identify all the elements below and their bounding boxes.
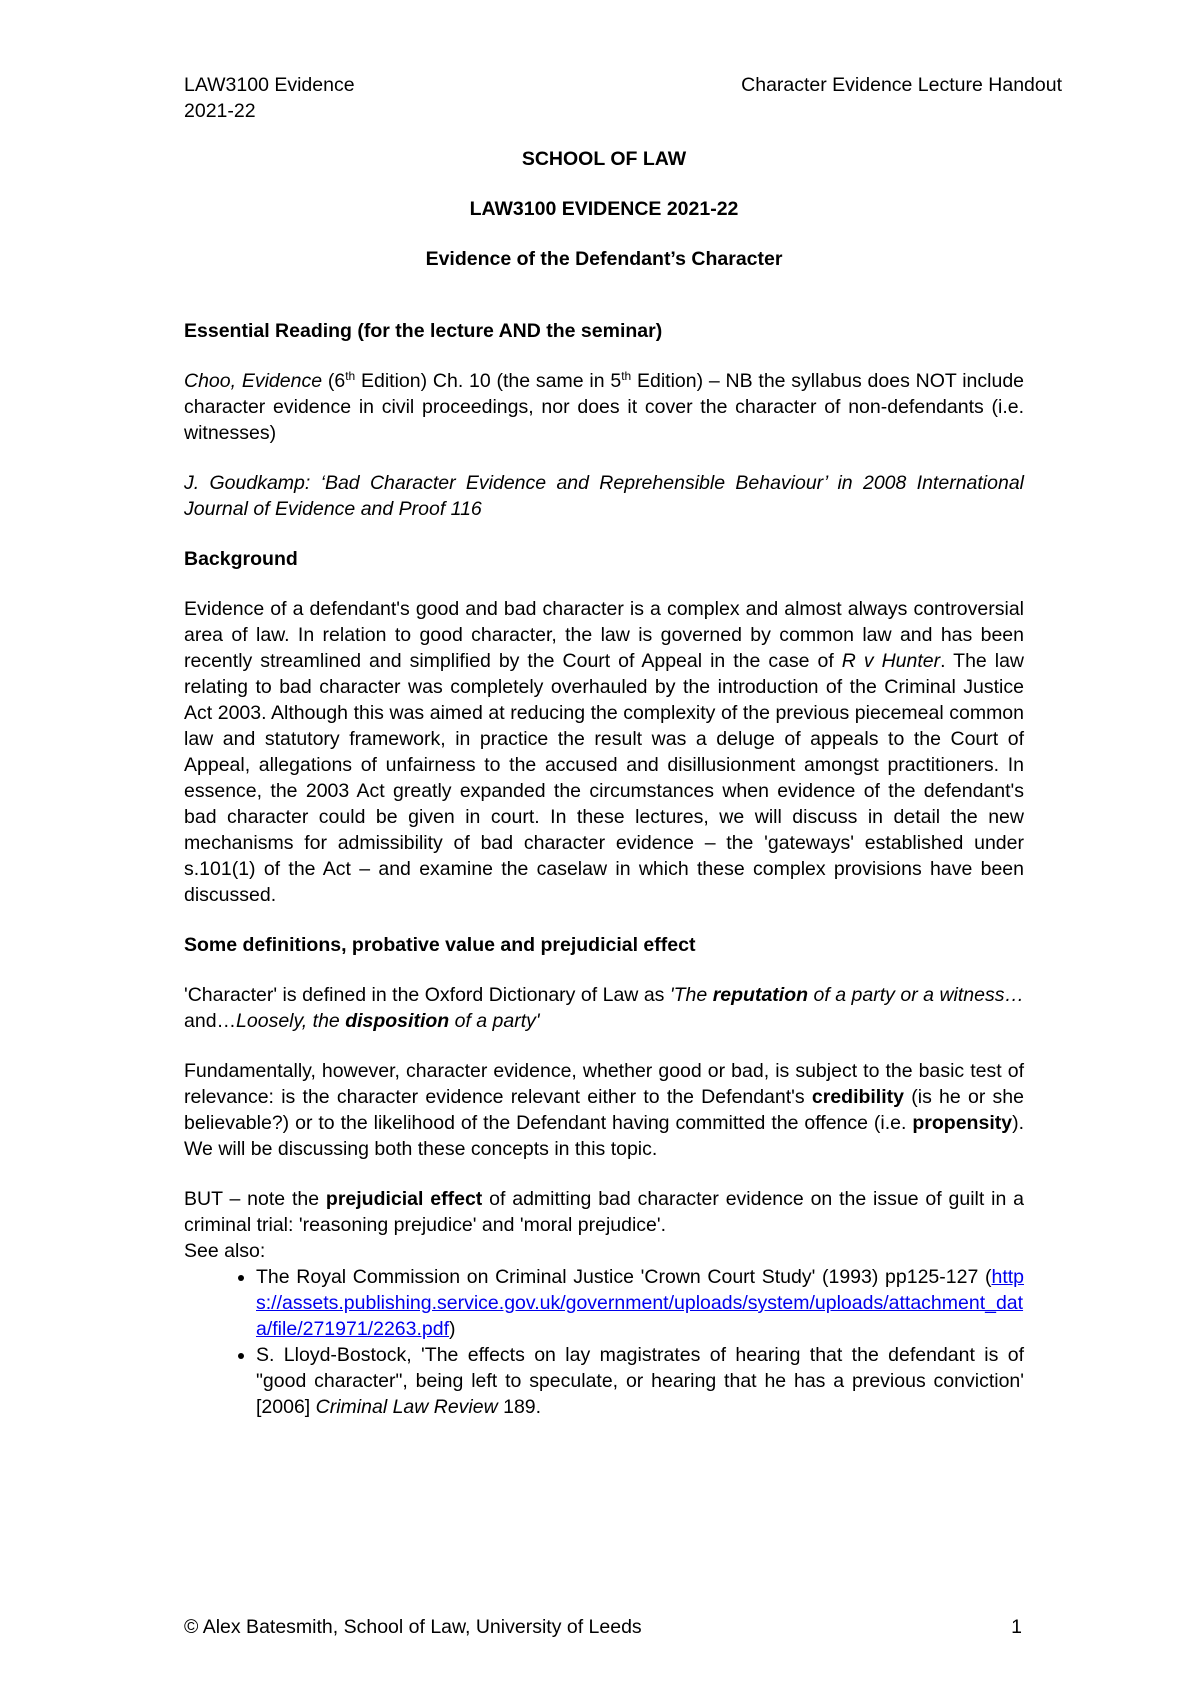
page-number: 1 xyxy=(1011,1616,1022,1638)
background-heading: Background xyxy=(184,548,298,570)
page-body xyxy=(184,146,1024,1420)
relevance-paragraph: Fundamentally, however, character evidence, whether good or bad, is subject to the basic test of relevance: is the character evidence relevant either to the Defendant's credibility (is he or she believable?) or to the likelihood of the Defendant having committed the offence (i.e. propensity). We will be discussing both these concepts in this topic. xyxy=(184,1060,1024,1160)
module-title: LAW3100 EVIDENCE 2021-22 xyxy=(469,198,739,220)
list-item: • The Royal Commission on Criminal Justice 'Crown Court Study' (1993) pp125-127 (https://assets.publishing.service.gov.uk/government/uploads/system/uploads/attachment_data/file/271971/2263.pdf) xyxy=(256,1264,1024,1342)
footer-copyright: © Alex Batesmith, School of Law, University of Leeds xyxy=(184,1616,642,1638)
character-definition: 'Character' is defined in the Oxford Dictionary of Law as 'The reputation of a party or a witness… and…Loosely, the disposition of a party' xyxy=(184,984,1024,1032)
reading-goudkamp: J. Goudkamp: ‘Bad Character Evidence and Reprehensible Behaviour’ in 2008 International Journal of Evidence and Proof 116 xyxy=(184,472,1024,520)
definitions-heading: Some definitions, probative value and prejudicial effect xyxy=(184,934,696,956)
school-title: SCHOOL OF LAW xyxy=(521,148,687,170)
topic-title: Evidence of the Defendant’s Character xyxy=(425,248,783,270)
essential-reading-heading: Essential Reading (for the lecture AND the seminar) xyxy=(184,320,663,342)
prejudice-paragraph: BUT – note the prejudicial effect of admitting bad character evidence on the issue of guilt in a criminal trial: 'reasoning prejudice' and 'moral prejudice'. xyxy=(184,1188,1024,1236)
course-code: LAW3100 Evidence xyxy=(184,74,355,96)
see-also-label: See also: xyxy=(184,1240,266,1262)
reading-choo: Choo, Evidence (6th Edition) Ch. 10 (the same in 5th Edition) – NB the syllabus does NOT include character evidence in civil proceedings, nor does it cover the character of non-defendants (i.e. witnesses) xyxy=(184,369,1025,444)
running-header-left xyxy=(184,72,355,124)
academic-year: 2021-22 xyxy=(184,100,256,122)
list-item: • S. Lloyd-Bostock, 'The effects on lay magistrates of hearing that the defendant is of "good character", being left to speculate, or hearing that he has a previous conviction' [2006] Criminal Law Review 189. xyxy=(256,1342,1024,1420)
crown-court-study-link[interactable]: https://assets.publishing.service.gov.uk/government/uploads/system/uploads/attachment_data/file/271971/2263.pdf xyxy=(256,1266,1024,1340)
background-paragraph: Evidence of a defendant's good and bad character is a complex and almost always controversial area of law. In relation to good character, the law is governed by common law and has been recently streamlined and simplified by the Court of Appeal in the case of R v Hunter. The law relating to bad character was completely overhauled by the introduction of the Criminal Justice Act 2003. Although this was aimed at reducing the complexity of the previous piecemeal common law and statutory framework, in practice the result was a deluge of appeals to the Court of Appeal, allegations of unfairness to the accused and disillusionment amongst practitioners. In essence, the 2003 Act greatly expanded the circumstances when evidence of the defendant's bad character could be given in court. In these lectures, we will discuss in detail the new mechanisms for admissibility of bad character evidence – the 'gateways' established under s.101(1) of the Act – and examine the caselaw in which these complex provisions have been discussed. xyxy=(184,598,1025,906)
running-header-right: Character Evidence Lecture Handout xyxy=(741,74,1062,96)
see-also-list xyxy=(184,1264,1024,1420)
